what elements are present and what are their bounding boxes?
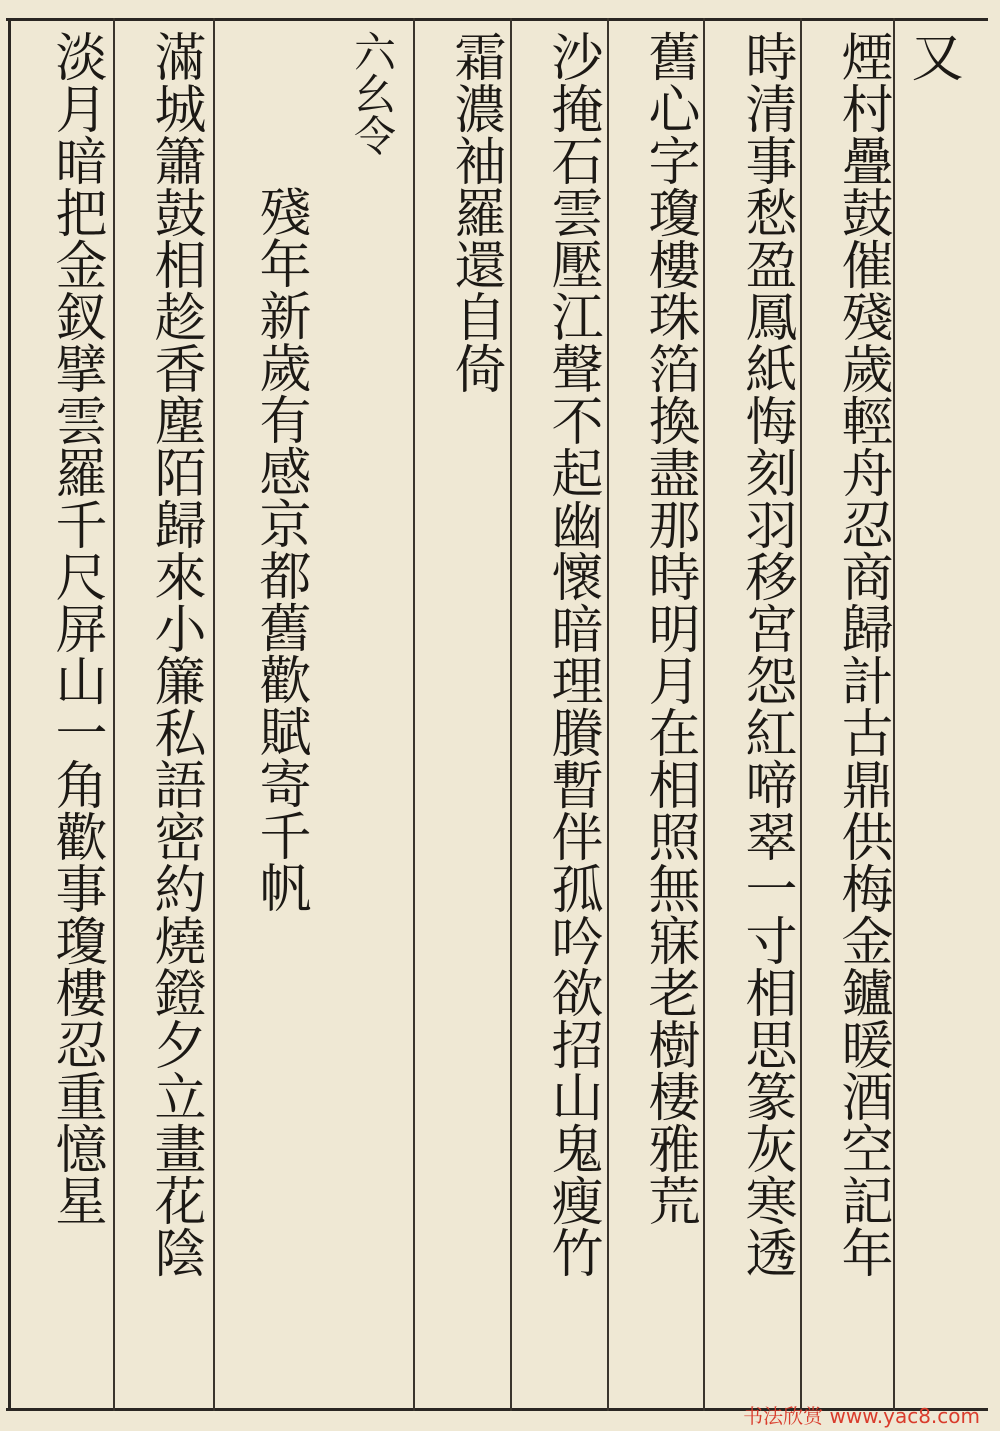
text-column: 沙掩石雲壓江聲不起幽懷暗理賸暫伴孤吟欲招山鬼瘦竹 xyxy=(542,30,602,1278)
text-column: 霜濃袖羅還自倚 xyxy=(445,30,505,394)
top-border xyxy=(6,18,988,21)
column-rule xyxy=(800,18,802,1411)
column-rule xyxy=(413,18,415,1411)
poem-subtitle: 殘年新歲有感京都舊歡賦寄千帆 xyxy=(250,185,310,913)
left-border xyxy=(8,18,11,1411)
text-column: 舊心字瓊樓珠箔換盡那時明月在相照無寐老樹棲雅荒 xyxy=(639,30,699,1226)
column-rule xyxy=(607,18,609,1411)
poem-title: 六幺令 xyxy=(348,30,397,156)
column-rule xyxy=(113,18,115,1411)
column-rule xyxy=(213,18,215,1411)
column-rule xyxy=(703,18,705,1411)
text-column: 時清事愁盈鳳紙悔刻羽移宮怨紅啼翠一寸相思篆灰寒透 xyxy=(736,30,796,1278)
text-column: 煙村疊鼓催殘歲輕舟忍商歸計古鼎供梅金鑪暖酒空記年 xyxy=(832,30,892,1278)
page-mark: 又 xyxy=(902,30,962,82)
text-column: 滿城簫鼓相趁香塵陌歸來小簾私語密約燒鐙夕立畫花陰 xyxy=(145,30,205,1278)
text-column: 淡月暗把金釵擘雲羅千尺屏山一角歡事瓊樓忍重憶星 xyxy=(46,30,106,1226)
site-watermark: 书法欣赏 www.yac8.com xyxy=(743,1404,980,1428)
column-rule xyxy=(510,18,512,1411)
